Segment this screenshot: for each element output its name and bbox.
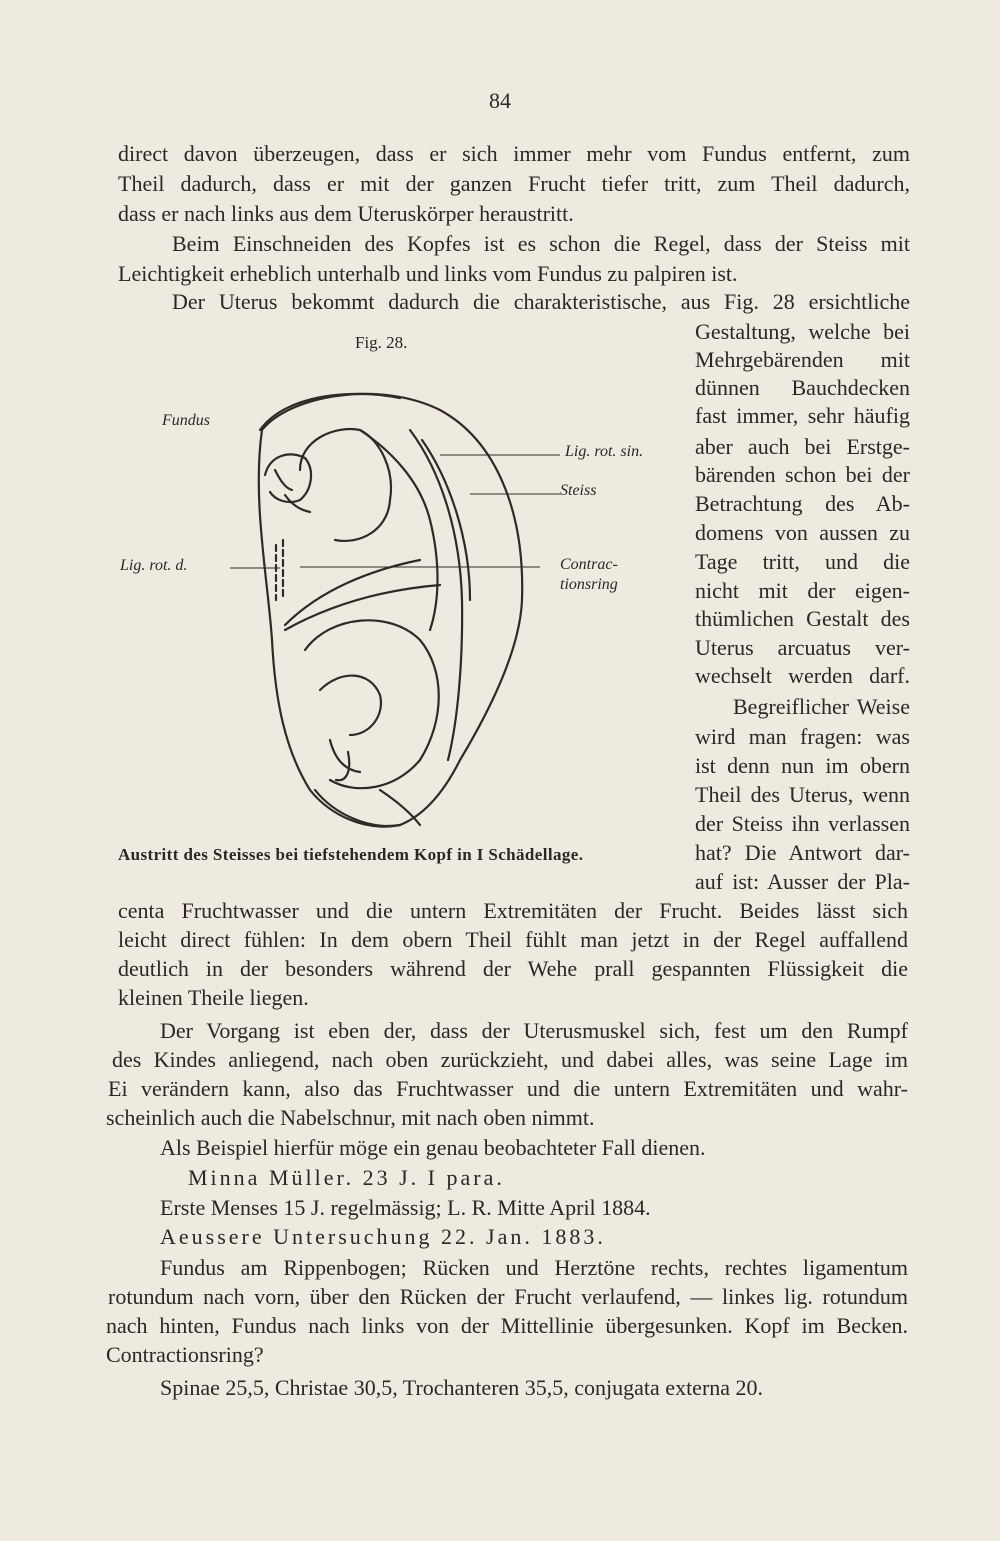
side-text-line: nicht mit der eigen-: [695, 578, 910, 603]
side-text-line: wird man fragen: was: [695, 724, 910, 749]
side-text-line: aber auch bei Erstge-: [695, 434, 910, 459]
text-line: kleinen Theile liegen.: [118, 985, 309, 1010]
text-line: Leichtigkeit erheblich unterhalb und links vom Fundus zu palpiren ist.: [118, 261, 738, 286]
text-line: Ei verändern kann, also das Fruchtwasser und die untern Extremitäten und wahr-: [108, 1076, 908, 1101]
text-line: Der Uterus bekommt dadurch die charakteristische, aus Fig. 28 ersichtliche: [172, 289, 910, 314]
text-line: Fundus am Rippenbogen; Rücken und Herztöne rechts, rechtes ligamentum: [160, 1255, 908, 1280]
side-text-line: Theil des Uterus, wenn: [695, 782, 910, 807]
side-text-line: thümlichen Gestalt des: [695, 606, 910, 631]
page-number: 84: [489, 88, 511, 113]
text-line: nach hinten, Fundus nach links von der Mittellinie übergesunken. Kopf im Becken.: [106, 1313, 908, 1338]
label-contractionsring-1: Contrac-: [560, 556, 618, 573]
side-text-line: Mehrgebärenden mit: [695, 347, 910, 372]
text-line: Als Beispiel hierfür möge ein genau beobachteter Fall dienen.: [160, 1135, 706, 1160]
side-text-line: auf ist: Ausser der Pla-: [695, 869, 910, 894]
side-text-line: bärenden schon bei der: [695, 462, 910, 487]
side-text-line: Begreiflicher Weise: [733, 694, 910, 719]
label-contractionsring-2: tionsring: [560, 576, 618, 593]
text-line: Minna Müller. 23 J. I para.: [188, 1165, 505, 1190]
side-text-line: fast immer, sehr häufig: [695, 403, 910, 428]
text-line: Aeussere Untersuchung 22. Jan. 1883.: [160, 1224, 606, 1249]
side-text-line: Betrachtung des Ab-: [695, 491, 910, 516]
label-steiss: Steiss: [560, 482, 597, 499]
text-line: scheinlich auch die Nabelschnur, mit nach oben nimmt.: [106, 1105, 595, 1130]
side-text-line: hat? Die Antwort dar-: [695, 840, 910, 865]
label-fundus: Fundus: [162, 412, 210, 429]
text-line: Theil dadurch, dass er mit der ganzen Frucht tiefer tritt, zum Theil dadurch,: [118, 171, 910, 196]
text-line: deutlich in der besonders während der Wehe prall gespannten Flüssigkeit die: [118, 956, 908, 981]
text-line: des Kindes anliegend, nach oben zurückzieht, und dabei alles, was seine Lage im: [112, 1047, 908, 1072]
label-lig-rot-d: Lig. rot. d.: [120, 557, 188, 574]
text-line: Erste Menses 15 J. regelmässig; L. R. Mitte April 1884.: [160, 1195, 651, 1220]
side-text-line: domens von aussen zu: [695, 520, 910, 545]
side-text-line: Uterus arcuatus ver-: [695, 635, 910, 660]
side-text-line: Tage tritt, und die: [695, 549, 910, 574]
text-line: Spinae 25,5, Christae 30,5, Trochanteren 35,5, conjugata externa 20.: [160, 1375, 764, 1400]
text-line: dass er nach links aus dem Uteruskörper heraustritt.: [118, 201, 574, 226]
side-text-line: der Steiss ihn verlassen: [695, 811, 910, 836]
text-line: direct davon überzeugen, dass er sich immer mehr vom Fundus entfernt, zum: [118, 141, 910, 166]
figure-title: Fig. 28.: [355, 333, 408, 352]
text-line: centa Fruchtwasser und die untern Extremitäten der Frucht. Beides lässt sich: [118, 898, 908, 923]
text-line: leicht direct fühlen: In dem obern Theil fühlt man jetzt in der Regel auffallend: [118, 927, 908, 952]
figure-caption: Austritt des Steisses bei tiefstehendem Kopf in I Schädellage.: [118, 845, 584, 864]
text-line: Der Vorgang ist eben der, dass der Uterusmuskel sich, fest um den Rumpf: [160, 1018, 908, 1043]
label-lig-rot-sin: Lig. rot. sin.: [565, 443, 644, 460]
text-line: Contractionsring?: [106, 1342, 264, 1367]
text-line: Beim Einschneiden des Kopfes ist es schon die Regel, dass der Steiss mit: [172, 231, 910, 256]
side-text-line: wechselt werden darf.: [695, 663, 910, 688]
side-text-line: dünnen Bauchdecken: [695, 375, 910, 400]
side-text-line: ist denn nun im obern: [695, 753, 910, 778]
text-line: rotundum nach vorn, über den Rücken der Frucht verlaufend, — linkes lig. rotundum: [108, 1284, 908, 1309]
side-text-line: Gestaltung, welche bei: [695, 319, 910, 344]
